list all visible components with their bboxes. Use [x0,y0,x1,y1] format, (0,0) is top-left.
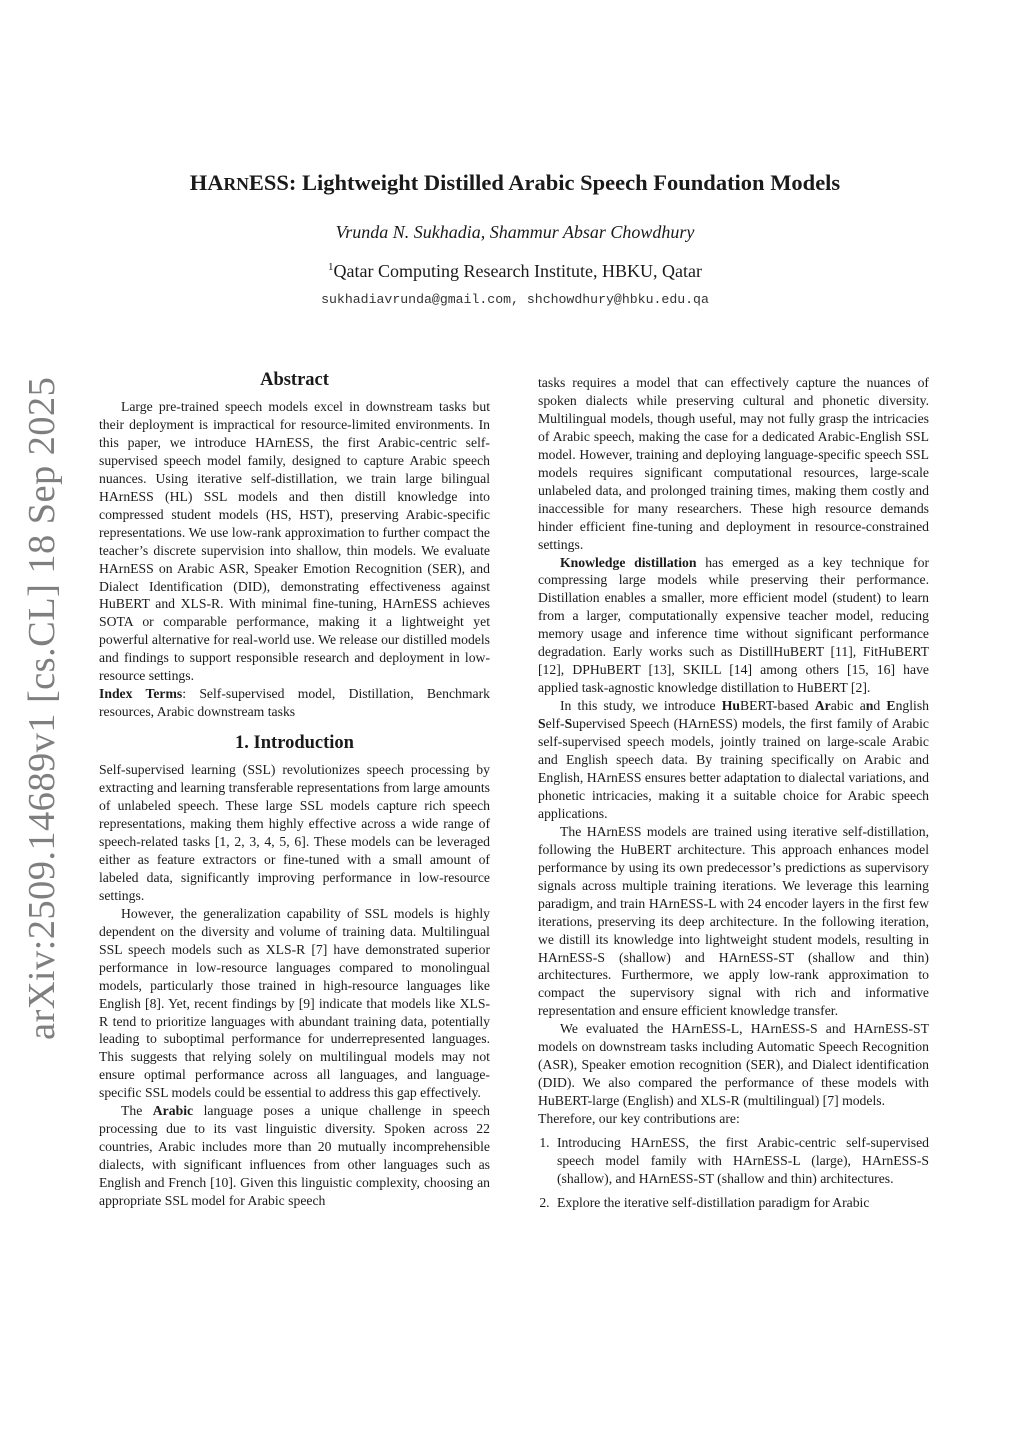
intro-paragraph-8: We evaluated the HArnESS-L, HArnESS-S and HArnESS-ST models on downstream tasks including Automatic Speech Recognition (ASR), Speaker emotion recognition (SER), and Dialect identification (DID). We also compared the performance of these models with HuBERT-large (English) and XLS-R (multilingual) [7] models. [538,1021,929,1109]
p3-post: language poses a unique challenge in speech processing due to its vast linguistic diversity. Spoken across 22 countries, Arabic includes more than 20 mutually incomprehensible dialects, with significant influences from other languages such as English and French [10]. Given this linguistic complexity, choosing an appropriate SSL model for Arabic speech [99,1103,490,1209]
title-part: HA [189,170,224,195]
text-run: abic a [830,698,866,714]
index-terms-text: : Self-supervised model, Distillation, Benchmark resources, Arabic downstream tasks [99,686,490,720]
arxiv-identifier: arXiv:2509.14689v1 [cs.CL] 18 Sep 2025 [21,376,63,1040]
kd-keyword: Knowledge distillation [560,554,697,570]
kd-text: has emerged as a key technique for compressing large models while preserving their performance. Distillation enables a smaller, more efficient model (student) to learn from a larger, computationally expensive teacher model, reducing memory usage and inference time without significant performance degradation. Early works such as DistillHuBERT [11], FitHuBERT [12], DPHuBERT [13], SKILL [14] among others [15, 16] have applied task-agnostic knowledge distillation to HuBERT [2]. [538,554,929,696]
intro-paragraph-3 [99,1102,490,1210]
contributions-list [538,1134,929,1212]
acronym-letter: E [886,698,896,714]
intro-heading: 1. Introduction [235,733,354,754]
paper-title [100,170,930,196]
acronym-letter: S [564,716,573,732]
acronym-letter: n [865,698,874,714]
index-terms-label: Index Terms [99,686,183,702]
affiliation [100,261,930,282]
title-smallcaps: RN [223,174,249,194]
text-run: d [873,698,887,714]
abstract-body: Large pre-trained speech models excel in downstream tasks but their deployment is impractical for resource-limited environments. In this paper, we introduce HArnESS, the first Arabic-centric self-supervised speech model family, designed to capture Arabic speech nuances. Using iterative self-distillation, we train large bilingual HArnESS (HL) SSL models and then distill knowledge into compressed student models (HS, HST), preserving Arabic-specific representations. We use low-rank approximation to further compact the teacher’s discrete supervision into shallow, thin models. We evaluate HArnESS on Arabic ASR, Speaker Emotion Recognition (SER), and Dialect Identification (DID), demonstrating effectiveness against HuBERT and XLS-R. With minimal fine-tuning, HArnESS achieves SOTA or comparable performance, making it a lightweight yet powerful alternative for real-world use. We release our distilled models and findings to support responsible research and deployment in low-resource settings. [99,399,490,684]
text-run: In this study, we introduce [560,698,722,714]
author-emails: sukhadiavrunda@gmail.com, shchowdhury@hbku.edu.qa [321,292,709,307]
right-column [538,374,929,1218]
intro-paragraph-1: Self-supervised learning (SSL) revolutionizes speech processing by extracting and learning transferable representations from large amounts of unlabeled speech. These large SSL models capture rich speech representations, making them highly effective across a wide range of speech-related tasks [1, 2, 3, 4, 5, 6]. These models can be leveraged either as feature extractors or fine-tuned with a small amount of labeled data, significantly improving performance in low-resource settings. [99,762,490,903]
contribution-item: 1. Introducing HArnESS, the first Arabic-centric self-supervised speech model family with HArnESS-L (large), HArnESS-S (shallow), and HArnESS-ST (shallow and thin) architectures. [553,1134,929,1188]
intro-paragraph-2: However, the generalization capability of SSL models is highly dependent on the diversity and volume of training data. Multilingual SSL speech models such as XLS-R [7] have demonstrated superior performance in low-resource languages compared to monolingual models, particularly those trained in high-resource languages like English [8]. Yet, recent findings by [9] indicate that models like XLS-R tend to prioritize languages with abundant training data, potentially leading to suboptimal performance for underrepresented languages. This suggests that relying solely on multilingual models may not ensure optimal performance across all languages, and language-specific SSL models could be essential to address this gap effectively. [99,905,490,1101]
p3-keyword: Arabic [152,1103,194,1119]
acronym-letter: S [538,716,546,732]
intro-paragraph-7: The HArnESS models are trained using iterative self-distillation, following the HuBERT architecture. This approach enhances model performance by using its own predecessor’s predictions as supervisory signals across multiple training iterations. We leverage this learning paradigm, and train HArnESS-L with 24 encoder layers in the first few iterations, preserving its deep architecture. In the following iteration, we distill its knowledge into lightweight student models, resulting in HArnESS-S (shallow) and HArnESS-ST (shallow and thin) architectures. Furthermore, we apply low-rank approximation to compact the supervisory signal with rich and informative representation and ensure efficient knowledge transfer. [538,823,929,1019]
left-column [99,368,490,1210]
text-run: nglish [895,698,930,714]
intro-paragraph-5 [538,554,929,698]
affiliation-mark: 1 [328,261,334,273]
authors: Vrunda N. Sukhadia, Shammur Absar Chowdhury [335,222,695,242]
intro-paragraph-4: tasks requires a model that can effectively capture the nuances of spoken dialects while preserving cultural and phonetic diversity. Multilingual models, though useful, may not fully grasp the intricacies of Arabic speech, making the case for a dedicated Arabic-English SSL model. However, training and deploying language-specific speech SSL models requires significant computational resources, large-scale unlabeled data, and prolonged training times, making them costly and inaccessible for many researchers. These high resource demands hinder efficient fine-tuning and deployment in resource-constrained settings. [538,375,929,552]
acronym-letter: Ar [814,698,831,714]
contribution-item: 2. Explore the iterative self-distillation paradigm for Arabic [553,1194,929,1212]
text-run: elf- [545,716,565,732]
text-run: upervised Speech (HArnESS) models, the first family of Arabic self-supervised speech models, jointly trained on large-scale Arabic and English speech data. By training specifically on Arabic and English, HArnESS ensures better adaptation to dialectal variations, and phonetic intricacies, making it a suitable choice for Arabic speech applications. [538,716,929,821]
acronym-letter: Hu [721,698,741,714]
intro-paragraph-6 [538,697,929,823]
abstract-heading: Abstract [260,370,329,390]
text-run: BERT-based [740,698,815,714]
affiliation-text: Qatar Computing Research Institute, HBKU, Qatar [333,261,702,281]
index-terms [99,685,490,721]
contributions-lead: Therefore, our key contributions are: [538,1111,740,1127]
title-rest: ESS: Lightweight Distilled Arabic Speech Foundation Models [248,170,841,195]
p3-pre: The [121,1103,153,1119]
